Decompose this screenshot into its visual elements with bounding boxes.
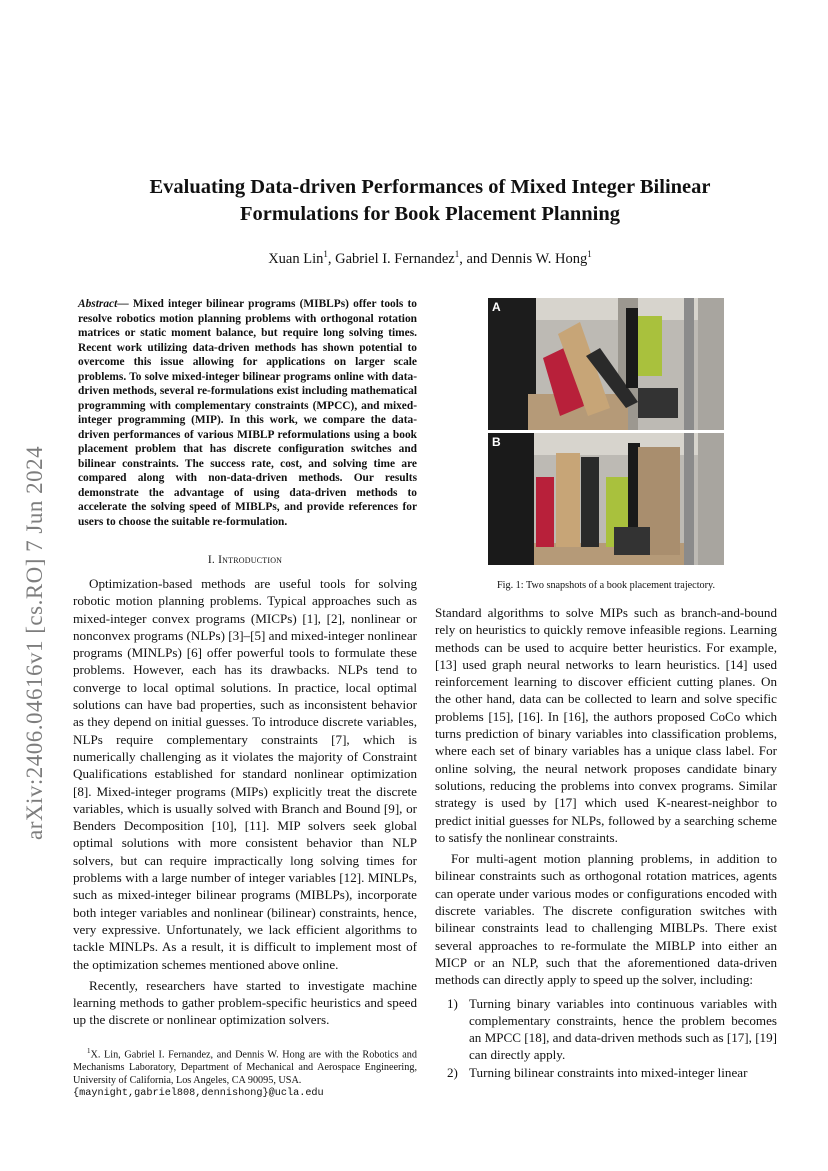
author-list	[60, 249, 800, 268]
figure-panel-a	[488, 298, 724, 430]
author-separator: , and	[459, 250, 492, 267]
section-number: I.	[207, 553, 215, 566]
list-item-text: Turning binary variables into continuous variables with complementary constraints, hence the problem becomes an MPCC [18], and data-driven methods such as [17], [19] can directly apply.	[469, 995, 778, 1063]
approach-list	[435, 995, 777, 1081]
paragraph: Recently, researchers have started to investigate machine learning methods to gather problem-specific heuristics and speed up the discrete or nonlinear optimization solvers.	[73, 977, 417, 1028]
book-placement-photo-b	[488, 433, 724, 565]
title-line-2: Formulations for Book Placement Planning	[239, 203, 620, 225]
figure-1	[488, 298, 724, 565]
abstract-text: Mixed integer bilinear programs (MIBLPs) offer tools to resolve robotics motion planning problems with orthogonal rotation matrices or static moment balance, but require long solving times. Recent work utilizing data-driven methods has shown potential to overcome this issue allowing for applications on larger scale problems. To solve mixed-integer bilinear programs online with data-driven methods, several re-formulations exist including mathematical programming with complementary constraints (MPCC), and mixed-integer programming (MIP). In this work, we compare the data-driven performances of various MIBLP reformulations using a book placement problem that has discrete configuration switches and bilinear constraints. The success rate, cost, and solving time are compared along with non-data-driven methods. Our results demonstrate the advantage of using data-driven methods to accelerate the solving speed of MIBLPs, and provide references for users to choose the suitable re-formulation.	[78, 298, 417, 528]
footnote-emails: {maynight,gabriel808,dennishong}@ucla.edu	[73, 1087, 324, 1099]
book-placement-photo-a	[488, 298, 724, 430]
list-item	[435, 995, 777, 1064]
affiliation-mark: 1	[323, 249, 328, 259]
abstract	[78, 297, 417, 529]
footnote-mark: 1	[87, 1047, 91, 1055]
figure-panel-b	[488, 433, 724, 565]
footnote	[73, 1045, 417, 1101]
footnote-text: X. Lin, Gabriel I. Fernandez, and Dennis W. Hong are with the Robotics and Mechanisms Laboratory, Department of Mechanical and Aerospace Engineering, University of California, Los Angeles, CA 90095, USA.	[73, 1049, 417, 1086]
list-item	[435, 1064, 777, 1081]
affiliation-mark: 1	[454, 249, 460, 259]
abstract-dash: —	[117, 298, 133, 310]
figure-caption: Fig. 1: Two snapshots of a book placement trajectory.	[497, 580, 715, 591]
abstract-label: Abstract	[78, 298, 118, 310]
affiliation-mark: 1	[587, 249, 592, 259]
list-item-text: Turning bilinear constraints into mixed-integer linear	[469, 1064, 748, 1080]
list-item-number: 2)	[447, 1064, 458, 1080]
section-heading-introduction	[73, 553, 417, 566]
paragraph: Optimization-based methods are useful tools for solving robotic motion planning problems. Typical approaches such as mixed-integer convex programs (MICPs) [1], [2], nonlinear or nonconvex programs (NLPs) [3]–[5] and mixed-integer nonlinear programs (MINLPs) [6] offer powerful tools to formulate these problems. However, each has its drawbacks. NLPs tend to converge to local optimal solutions. In practice, local optimal solutions can have bad properties, such as inconsistent behavior as they depend on initial guesses. To introduce discrete variables, NLPs require complementary constraints [7], which is numerically challenging as it violates the majority of Constraint Qualifications established for standard nonlinear optimization [8]. Mixed-integer programs (MIPs) explicitly treat the discrete variables, which is usually solved with Branch and Bound [9], or Benders Decomposition [10], [11]. MIP solvers seek global optimal solutions with more consistent behavior than NLP solvers, but can require impractically long solving times for problems with a large number of integer variables [12]. MINLPs, such as mixed-integer bilinear programs (MIBLPs), incorporate both integer variables and nonlinear (bilinear) constraints, hence, very expressive. Unfortunately, we lack efficient algorithms to tackle MINLPs. As a result, it is difficult to implement most of the optimization schemes mentioned above online.	[73, 576, 417, 972]
paper-title	[60, 174, 800, 228]
left-column-body	[73, 575, 417, 1029]
author-1: Xuan Lin	[268, 250, 324, 267]
section-title: Introduction	[218, 553, 283, 566]
paragraph: Standard algorithms to solve MIPs such as branch-and-bound rely on heuristics to quickly remove infeasible regions. Learning methods can be used to acquire better heuristics. For example, [13] used graph neural networks to learn heuristics. [14] used reinforcement learning to discover efficient cutting planes. On the other hand, data can be collected to learn and solve specific problems [15], [16]. In [16], the authors proposed CoCo which turns prediction of binary variables into classification problems, where each set of binary variables has a unique class label. For online solving, the neural network proposes candidate binary solutions, reducing the problems into convex programs. Similar strategy is used by [17] which used K-nearest-neighbor to predict initial guesses for NLPs, followed by a searching scheme to satisfy the nonlinear constraints.	[435, 605, 777, 845]
author-separator: ,	[327, 250, 336, 267]
author-2: Gabriel I. Fernandez	[335, 250, 455, 267]
title-line-1: Evaluating Data-driven Performances of Mixed Integer Bilinear	[149, 176, 711, 198]
right-column-body	[435, 604, 777, 1081]
paragraph: For multi-agent motion planning problems, in addition to bilinear constraints such as orthogonal rotation matrices, agents can operate under various modes or configurations encoded with discrete variables. The discrete configuration switches with bilinear constraints lead to challenging MIBLPs. There exist several approaches to re-formulate the MIBLP into either an MICP or an NLP, such that the aforementioned data-driven methods can directly apply to speed up the solver, including:	[435, 851, 777, 988]
arxiv-identifier: arXiv:2406.04616v1 [cs.RO] 7 Jun 2024	[22, 445, 47, 840]
panel-label-a: A	[492, 300, 501, 314]
list-item-number: 1)	[447, 995, 458, 1011]
panel-label-b: B	[492, 435, 501, 449]
author-3: Dennis W. Hong	[491, 250, 588, 267]
